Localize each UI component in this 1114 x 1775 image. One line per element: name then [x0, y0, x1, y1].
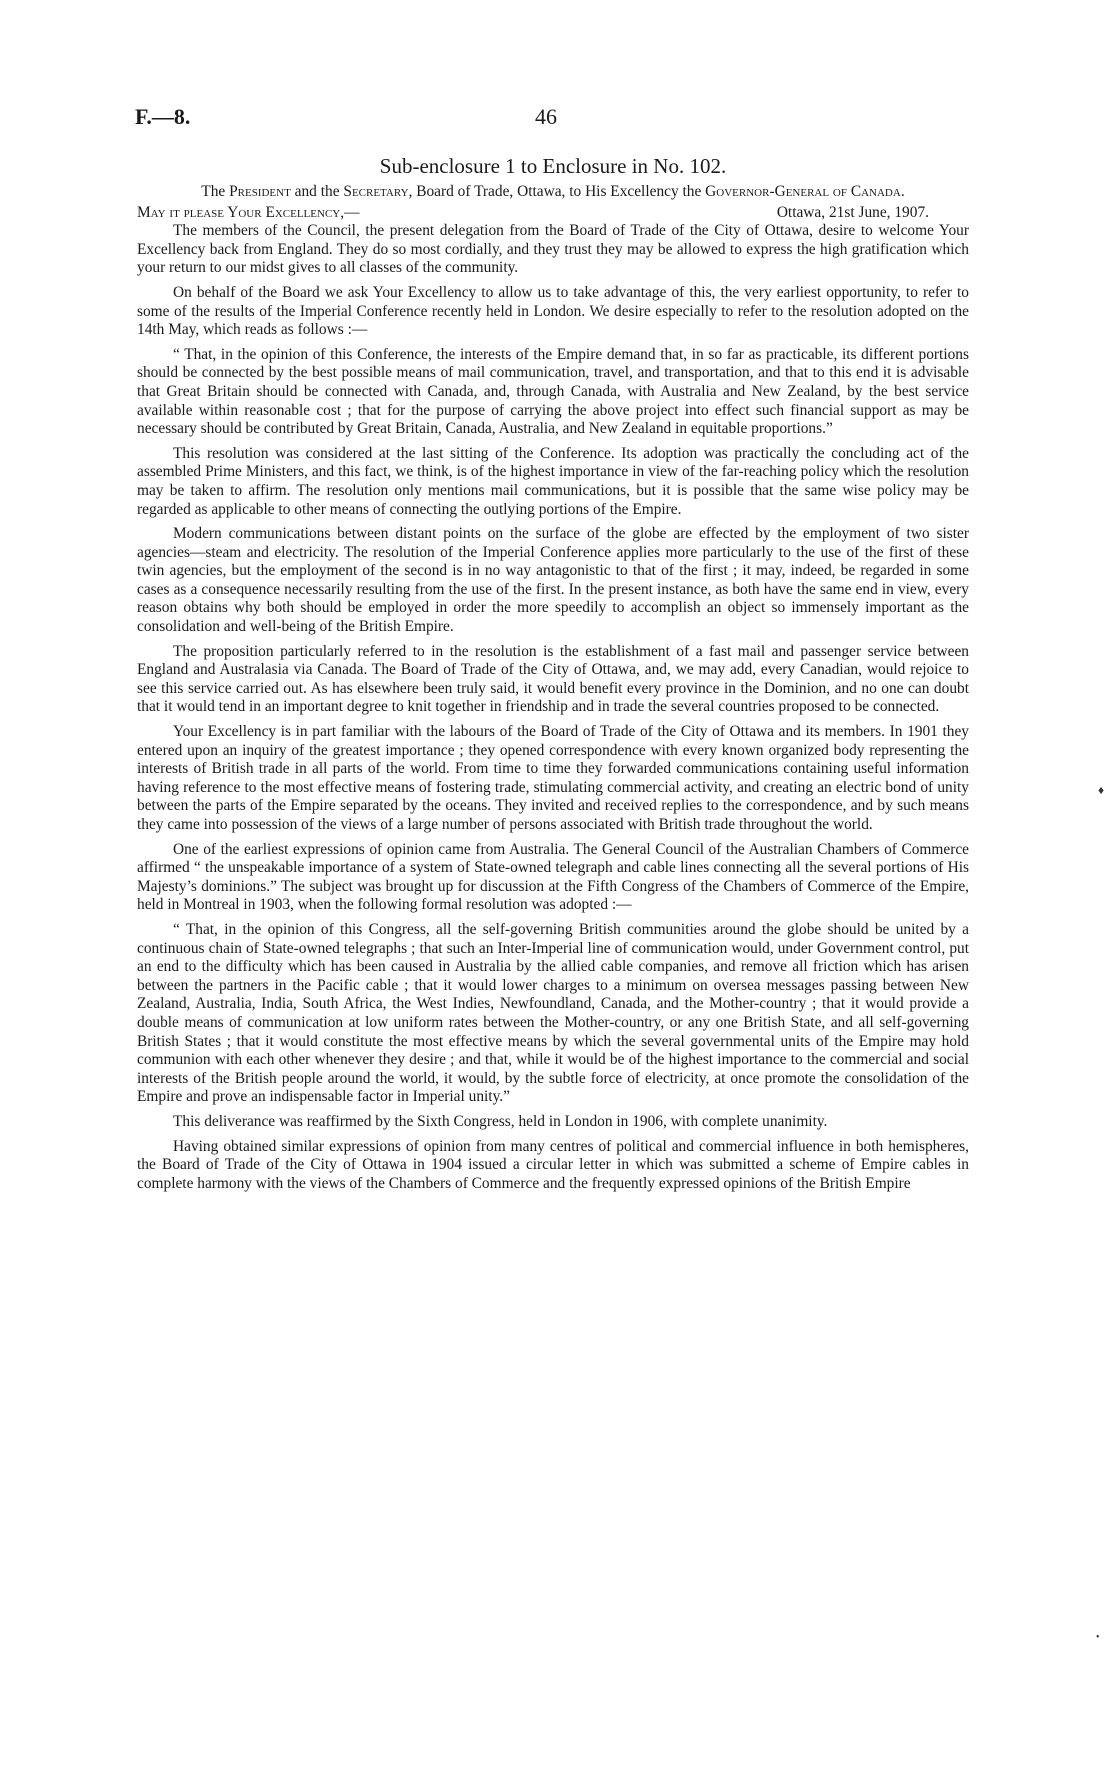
- paragraph: On behalf of the Board we ask Your Excellency to allow us to take advantage of this, the very earliest opportunity, to refer to some of the results of the Imperial Conference recently held in London. We desire especially to refer to the resolution adopted on the 14th May, which reads as follows :—: [137, 283, 969, 339]
- paragraph: This resolution was considered at the last sitting of the Conference. Its adoption was practically the concluding act of the assembled Prime Ministers, and this fact, we think, is of the highest importance in view of the far-reaching policy which the resolution may be taken to affirm. The resolution only mentions mail communications, but it is possible that the same wise policy may be regarded as applicable to other means of connecting the outlying portions of the Empire.: [137, 444, 969, 518]
- addressee-and: and the: [290, 183, 344, 200]
- page-number: 46: [535, 104, 557, 129]
- paragraph: One of the earliest expressions of opinion came from Australia. The General Council of the Australian Chambers of Commerce affirmed “ the unspeakable importance of a system of State-owned telegraph and cable lines connecting all the several portions of His Majesty’s dominions.” The subject was brought up for discussion at the Fifth Congress of the Chambers of Commerce of the Empire, held in Montreal in 1903, when the following formal resolution was adopted :—: [137, 840, 969, 914]
- document-title: Sub-enclosure 1 to Enclosure in No. 102.: [379, 154, 727, 178]
- addressee-suffix: .: [900, 183, 905, 200]
- page-reference: F.—8.: [135, 104, 191, 129]
- addressee-secretary: Secretary: [343, 183, 409, 200]
- addressee-president: President: [229, 183, 291, 200]
- scan-speck: •: [1096, 1632, 1100, 1643]
- paragraph: The members of the Council, the present delegation from the Board of Trade of the City of Ottawa, desire to welcome Your Excellency back from England. They do so most cordially, and they trust they may be allowed to express the high gratification which your return to our midst gives to all classes of the community.: [137, 222, 969, 277]
- quoted-resolution: “ That, in the opinion of this Conference, the interests of the Empire demand that, in so far as practicable, its different portions should be connected by the best possible means of mail communication, travel, and transportation, and that to this end it is advisable that Great Britain should be connected with Canada, and, through Canada, with Australia and New Zealand, by the best service available within reasonable cost ; that for the purpose of carrying the above project into effect such financial support as may be necessary should be contributed by Great Britain, Canada, Australia, and New Zealand in equitable proportions.”: [137, 345, 969, 438]
- page-header: [135, 104, 967, 138]
- paragraph: Having obtained similar expressions of opinion from many centres of political and commercial influence in both hemispheres, the Board of Trade of the City of Ottawa in 1904 issued a circular letter in which was submitted a scheme of Empire cables in complete harmony with the views of the Chambers of Commerce and the frequently expressed opinions of the British Empire: [137, 1137, 969, 1192]
- addressee-line: [137, 183, 969, 202]
- quoted-resolution: “ That, in the opinion of this Congress, all the self-governing British communities around the globe should be united by a continuous chain of State-owned telegraphs ; that such an Inter-Imperial line of communication would, under Government control, put an end to the difficulty which has been caused in Australia by the allied cable companies, and remove all friction which has arisen between the partners in the Pacific cable ; that it would lower charges to a minimum on oversea messages passing between New Zealand, Australia, India, South Africa, the West Indies, Newfoundland, Canada, and the Mother-country ; that it would provide a double means of communication at low uniform rates between the Mother-country, or any one British State, and all self-governing British States ; that it would constitute the most effective means by which the several governmental units of the Empire may hold communion with each other whenever they desire ; and that, while it would be of the highest importance to the commercial and social interests of the British people around the world, it would, by the subtle force of electricity, at once promote the consolidation of the Empire and prove an indispensable factor in Imperial unity.”: [137, 920, 969, 1106]
- addressee-governor-general: Governor-General of Canada: [705, 183, 901, 200]
- paragraph: The proposition particularly referred to in the resolution is the establishment of a fast mail and passenger service between England and Australasia via Canada. The Board of Trade of the City of Ottawa, and, we may add, every Canadian, would rejoice to see this service carried out. As has elsewhere been truly said, it would benefit every province in the Dominion, and no one can doubt that it would tend in an important degree to knit together in friendship and in trade the several countries proposed to be connected.: [137, 642, 969, 716]
- addressee-middle: , Board of Trade, Ottawa, to His Excellency the: [408, 183, 706, 200]
- salutation: May it please Your Excellency,—: [137, 203, 360, 221]
- paragraph: This deliverance was reaffirmed by the Sixth Congress, held in London in 1906, with complete unanimity.: [173, 1112, 828, 1130]
- place-date: Ottawa, 21st June, 1907.: [776, 203, 929, 221]
- document-body: [137, 153, 969, 1199]
- scan-speck: ♦: [1098, 783, 1105, 797]
- paragraph: Your Excellency is in part familiar with the labours of the Board of Trade of the City of Ottawa and its members. In 1901 they entered upon an inquiry of the greatest importance ; they opened correspondence with every known organized body representing the interests of British trade in all parts of the world. From time to time they forwarded communications containing useful information having reference to the most effective means of fostering trade, stimulating commercial activity, and creating an electric bond of unity between the parts of the Empire separated by the oceans. They invited and received replies to the correspondence, and by such means they came into possession of the views of a large number of persons associated with British trade throughout the world.: [137, 723, 969, 833]
- paragraph: Modern communications between distant points on the surface of the globe are effected by the employment of two sister agencies—steam and electricity. The resolution of the Imperial Conference applies more particularly to the use of the first of these twin agencies, but the employment of the second is in no way antagonistic to that of the first ; it may, indeed, be regarded in some cases as a consequence necessarily resulting from the use of the first. In the present instance, as both have the same end in view, every reason obtains why both should be employed in order the more speedily to accomplish an object so immensely important as the consolidation and well-being of the British Empire.: [137, 525, 969, 636]
- addressee-prefix: The: [201, 183, 230, 200]
- salutation-line: [137, 204, 969, 223]
